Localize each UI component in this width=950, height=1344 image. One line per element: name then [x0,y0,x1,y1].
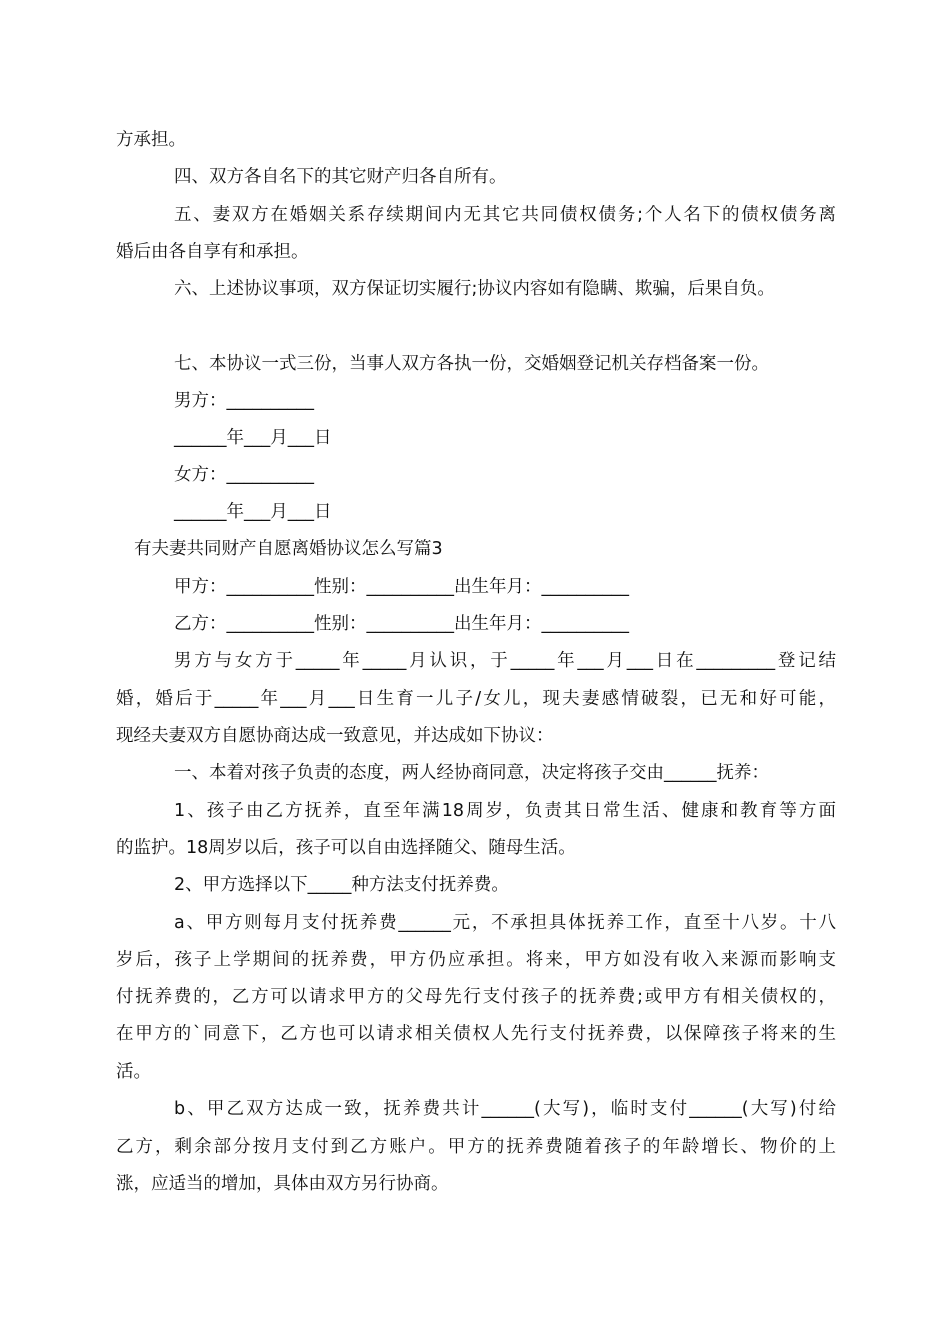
text-line: 活。 [116,1062,151,1082]
text-line: 五、妻双方在婚姻关系存续期间内无其它共同债权债务;个人名下的债权债务离 [174,205,836,225]
date-line: ______年___月___日 [174,428,332,448]
text-line: 岁后，孩子上学期间的抚养费，甲方仍应承担。将来，甲方如没有收入来源而影响支 [116,950,836,970]
text-line: 1、孩子由乙方抚养，直至年满18周岁，负责其日常生活、健康和教育等方面 [174,801,836,821]
text-line: 的监护。18周岁以后，孩子可以自由选择随父、随母生活。 [116,838,576,858]
signature-line-male: 男方：__________ [174,391,314,411]
text-line: 乙方，剩余部分按月支付到乙方账户。甲方的抚养费随着孩子的年龄增长、物价的上 [116,1137,836,1157]
party-b-line: 乙方：__________性别：__________出生年月：__________ [174,614,629,634]
section-title: 有夫妻共同财产自愿离婚协议怎么写篇3 [134,539,443,559]
text-line: 2、甲方选择以下_____种方法支付抚养费。 [174,875,509,895]
text-line: 现经夫妻双方自愿协商达成一致意见，并达成如下协议： [116,726,554,746]
text-line: 婚后由各自享有和承担。 [116,242,309,262]
text-line: 七、本协议一式三份，当事人双方各执一份，交婚姻登记机关存档备案一份。 [174,354,769,374]
text-line: 在甲方的`同意下，乙方也可以请求相关债权人先行支付抚养费，以保障孩子将来的生 [116,1024,836,1044]
text-line: 一、本着对孩子负责的态度，两人经协商同意，决定将孩子交由______抚养： [174,763,769,783]
text-line: 婚，婚后于_____年___月___日生育一儿子/女儿，现夫妻感情破裂，已无和好可能， [116,689,836,709]
text-line: 方承担。 [116,130,186,150]
date-line: ______年___月___日 [174,502,332,522]
text-line: a、甲方则每月支付抚养费______元，不承担具体抚养工作，直至十八岁。十八 [174,913,836,933]
text-line: 涨，应适当的增加，具体由双方另行协商。 [116,1174,449,1194]
text-line: b、甲乙双方达成一致，抚养费共计______(大写)，临时支付______(大写)付给 [174,1099,836,1119]
text-line: 四、双方各自名下的其它财产归各自所有。 [174,167,507,187]
party-a-line: 甲方：__________性别：__________出生年月：__________ [174,577,629,597]
text-line: 六、上述协议事项，双方保证切实履行;协议内容如有隐瞒、欺骗，后果自负。 [174,279,775,299]
text-line: 男方与女方于_____年_____月认识，于_____年___月___日在_________登记结 [174,651,836,671]
signature-line-female: 女方：__________ [174,465,314,485]
text-line: 付抚养费的，乙方可以请求甲方的父母先行支付孩子的抚养费;或甲方有相关债权的， [116,987,836,1007]
